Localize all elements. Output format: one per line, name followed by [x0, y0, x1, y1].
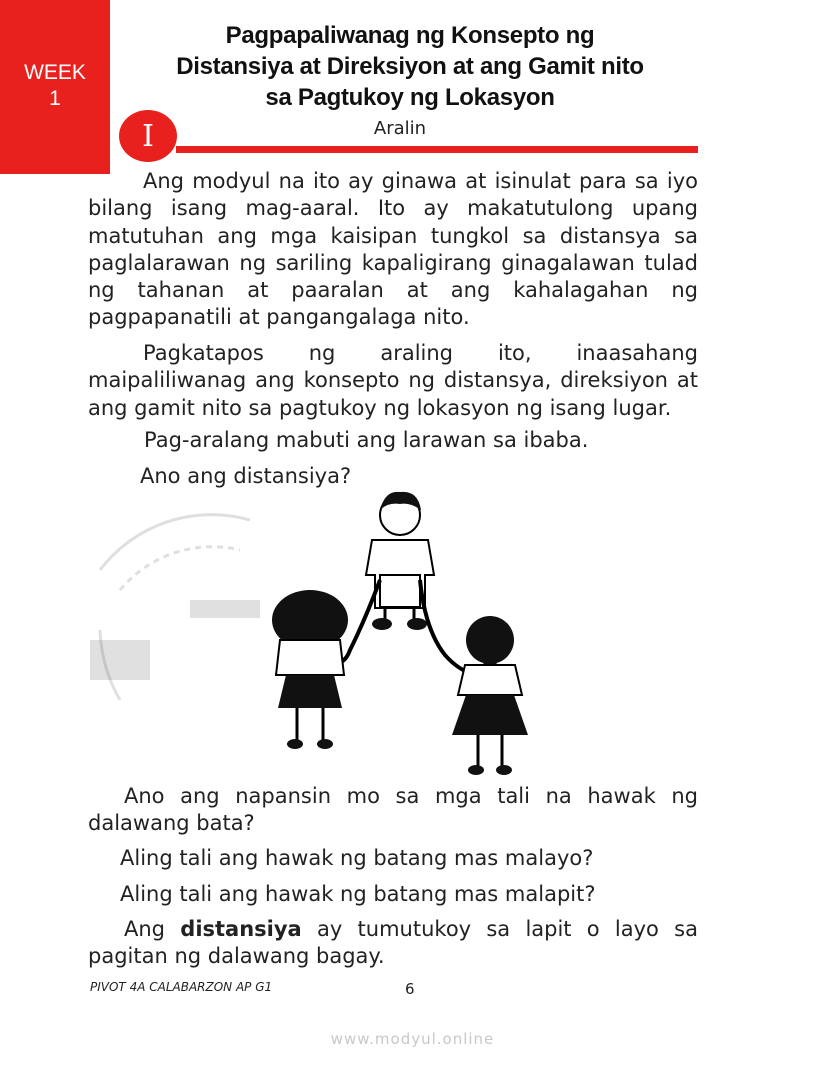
title-line-3: sa Pagtukoy ng Lokasyon [265, 84, 555, 111]
section-divider [176, 146, 698, 153]
definition-line-1: ay tumutukoy sa lapit o layo sa [317, 917, 698, 941]
distance-question: Ano ang distansiya? [140, 464, 352, 488]
question-ropes-line-1: Ano ang napansin mo sa mga tali na hawak ng [124, 784, 698, 808]
children-with-ropes-illustration [80, 480, 540, 780]
definition-term: distansiya [180, 917, 302, 941]
question-ropes-line-2: dalawang bata? [88, 811, 255, 836]
week-label: WEEK [24, 61, 86, 84]
site-watermark: www.modyul.online [330, 1030, 495, 1048]
girl-right-figure [452, 616, 528, 775]
title-line-1: Pagpapaliwanag ng Konsepto ng [225, 22, 595, 49]
question-far-child: Aling tali ang hawak ng batang mas malayo? [120, 846, 594, 870]
instruction-text: Pag-aralang mabuti ang larawan sa ibaba. [144, 428, 589, 452]
question-near-child: Aling tali ang hawak ng batang mas malapit? [120, 882, 596, 906]
intro-paragraph: Ang modyul na ito ay ginawa at isinulat para sa iyo bilang isang mag-aaral. Ito ay makatutulong upang matutuhan ang mga kaisipan tungkol sa distansya sa paglalarawan ng sariling kapaligirang ginagalawan tulad ng tahanan at paaralan at ang kahalagahan ng pagpapanatili at pangangalaga nito. [88, 169, 698, 330]
title-line-2: Distansiya at Direksiyon at ang Gamit nito [176, 53, 644, 80]
page-number: 6 [405, 980, 415, 998]
section-label: Aralin [373, 118, 427, 139]
definition-line-2: pagitan ng dalawang bagay. [88, 944, 385, 969]
distance-definition [88, 916, 698, 971]
objective-paragraph: Pagkatapos ng araling ito, inaasahang maipaliliwanag ang konsepto ng distansya, direksiyon at ang gamit nito sa pagtukoy ng lokasyon ng isang lugar. [88, 341, 698, 420]
question-ropes [88, 783, 698, 838]
section-number: I [142, 118, 154, 154]
footer-course-code: PIVOT 4A CALABARZON AP G1 [90, 980, 273, 994]
rope-far [420, 580, 475, 675]
page-title [150, 20, 670, 113]
definition-prefix: Ang [124, 917, 166, 941]
girl-left-figure [272, 590, 348, 749]
week-number: 1 [49, 87, 61, 110]
week-badge [0, 0, 110, 174]
faded-seal-texture [90, 600, 260, 680]
section-number-badge [119, 110, 177, 162]
